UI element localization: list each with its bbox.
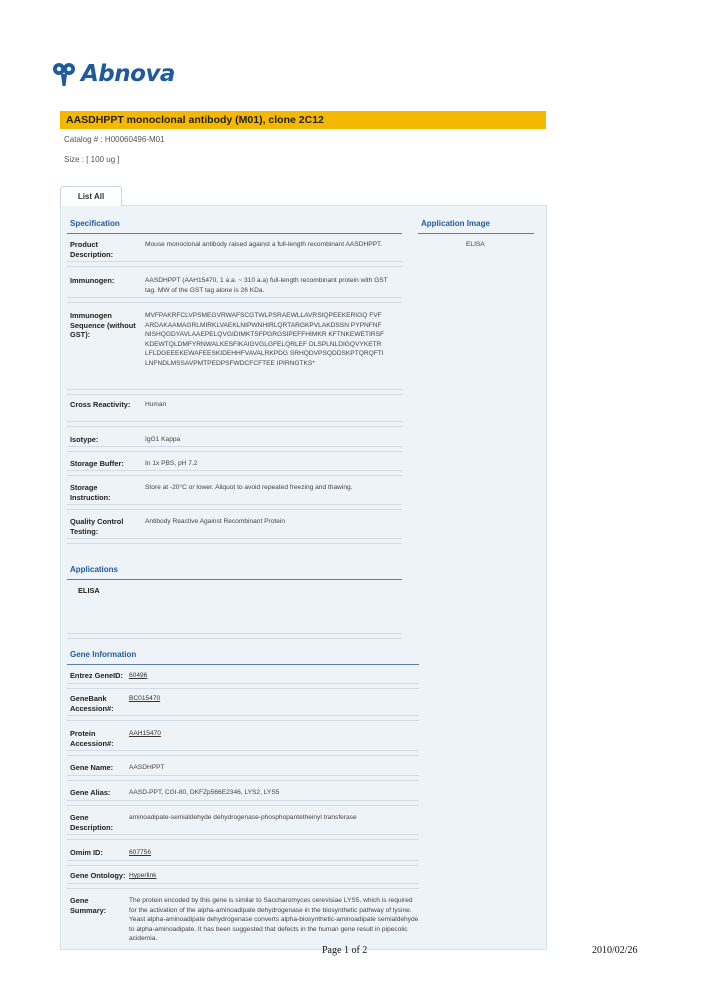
gene-label-entrez: Entrez GeneID:: [70, 671, 123, 680]
applications-divider: [67, 579, 402, 580]
spec-label-storage-buffer: Storage Buffer:: [70, 459, 124, 468]
separator: [67, 683, 419, 684]
specification-divider: [67, 233, 402, 234]
separator: [67, 775, 419, 776]
gene-label-description: Gene Description:: [70, 813, 114, 832]
separator: [67, 720, 419, 721]
separator: [67, 266, 402, 267]
spec-label-product-description: Product Description:: [70, 240, 114, 259]
tab-list-all[interactable]: List All: [60, 186, 122, 206]
application-item-elisa: ELISA: [78, 586, 100, 595]
separator: [67, 638, 402, 639]
gene-label-name: Gene Name:: [70, 763, 114, 772]
gene-link-omim[interactable]: 607756: [129, 849, 152, 856]
separator: [67, 780, 419, 781]
separator: [67, 475, 402, 476]
gene-value-alias: AASD-PPT, CGI-80, DKFZp566E2346, LYS2, LYS5: [129, 789, 280, 796]
separator: [67, 805, 419, 806]
spec-value-product-description: Mouse monoclonal antibody raised against a full-length recombinant AASDHPPT.: [145, 241, 383, 248]
product-size: Size : [ 100 ug ]: [64, 155, 120, 164]
separator: [67, 834, 419, 835]
separator: [67, 261, 402, 262]
separator: [67, 839, 419, 840]
spec-label-immunogen-sequence: Immunogen Sequence (without GST):: [70, 311, 136, 339]
separator: [67, 688, 419, 689]
brand-logo: [50, 58, 175, 90]
specification-heading: Specification: [70, 219, 120, 228]
spec-label-isotype: Isotype:: [70, 435, 99, 444]
gene-label-summary: Gene Summary:: [70, 896, 107, 915]
spec-value-storage-buffer: In 1x PBS, pH 7.2: [145, 460, 198, 467]
application-image-heading: Application Image: [421, 219, 490, 228]
separator: [67, 446, 402, 447]
separator: [67, 451, 402, 452]
abnova-logo-icon: [50, 60, 78, 88]
print-date: 2010/02/26: [592, 945, 638, 956]
separator: [67, 883, 419, 884]
gene-link-genebank[interactable]: BC015470: [129, 695, 161, 702]
gene-label-alias: Gene Alias:: [70, 788, 111, 797]
separator: [67, 633, 402, 634]
separator: [67, 750, 419, 751]
separator: [67, 715, 419, 716]
separator: [67, 394, 402, 395]
product-title: AASDHPPT monoclonal antibody (M01), clone 2C12: [66, 114, 324, 126]
application-image-label: ELISA: [466, 241, 485, 248]
gene-link-ontology[interactable]: Hyperlink: [129, 872, 157, 879]
spec-label-storage-instruction: Storage Instruction:: [70, 483, 111, 502]
separator: [67, 800, 419, 801]
gene-value-summary: The protein encoded by this gene is similar to Saccharomyces cerevisiae LYS5, which is required for the activation of the alpha-aminoadipate dehydrogenase in the biosynthetic pathway of lysine. Yeast alpha-aminoadipate dehydrogenase converts alpha-biosynthetic-aminoadipate semialdehyde to alpha-aminoadipate. It has been suggested that defects in the human gene result in pipecolic acidemia.: [129, 897, 419, 942]
gene-label-protein-accession: Protein Accession#:: [70, 729, 114, 748]
gene-information-heading: Gene Information: [70, 650, 137, 659]
applications-heading: Applications: [70, 565, 119, 574]
spec-value-immunogen-sequence: MVFPAKRFCLVPSMEGVRWAFSCGTWLPSRAEWLLAVRSIQPEEKERIGQ FVFARDAKAAMAGRLMIRKLVAEKLNIPWNHIRLQRTARGKPVLAKDSSN PYPNFNFNISHQGDYAVLAAEPELQVGIDIMKTSFPGRGSIPEFFHIMKR KFTNKEWETIRSFKDEWTQLDMFYRNWALKESFIKAIGVGLGFELQRLEF DLSPLNLDIGQVYKETRLFLDGEEEKEWAFEESKIDEHHFVAVALRKPDG SRHQDVPSQDDSKPTQRQFTILNFNDLMSSAVPMTPEDPSFWDCFCFTEE IPIRNGTKS*: [145, 312, 384, 367]
separator: [67, 470, 402, 471]
spec-value-storage-instruction: Store at -20°C or lower. Aliquot to avoid repeated freezing and thawing.: [145, 484, 353, 491]
brand-name: Abnova: [81, 61, 175, 87]
separator: [67, 389, 402, 390]
separator: [67, 543, 402, 544]
spec-label-quality-control: Quality Control Testing:: [70, 517, 124, 536]
spec-value-isotype: IgG1 Kappa: [145, 436, 181, 443]
separator: [67, 860, 419, 861]
gene-label-ontology: Gene Ontology:: [70, 871, 126, 880]
separator: [67, 509, 402, 510]
product-title-bar: [60, 111, 546, 129]
separator: [67, 297, 402, 298]
gene-label-genebank: GeneBank Accession#:: [70, 694, 114, 713]
separator: [67, 302, 402, 303]
separator: [67, 865, 419, 866]
separator: [67, 888, 419, 889]
gene-value-description: aminoadipate-semialdehyde dehydrogenase-phosphopantetheinyl transferase: [129, 814, 357, 821]
catalog-number: Catalog # : H00060496-M01: [64, 135, 165, 144]
gene-link-entrez[interactable]: 60496: [129, 672, 148, 679]
gene-value-name: AASDHPPT: [129, 764, 165, 771]
separator: [67, 538, 402, 539]
gene-link-protein-accession[interactable]: AAH15470: [129, 730, 161, 737]
separator: [67, 504, 402, 505]
separator: [67, 755, 419, 756]
spec-value-immunogen: AASDHPPT (AAH15470, 1 a.a. ~ 310 a.a) full-length recombinant protein with GST tag. MW of the GST tag alone is 26 KDa.: [145, 277, 388, 294]
gene-information-divider: [67, 664, 419, 665]
spec-value-quality-control: Antibody Reactive Against Recombinant Protein: [145, 518, 286, 525]
separator: [67, 426, 402, 427]
gene-label-omim: Omim ID:: [70, 848, 103, 857]
application-image-divider: [418, 233, 534, 234]
spec-label-immunogen: Immunogen:: [70, 276, 115, 285]
spec-label-cross-reactivity: Cross Reactivity:: [70, 400, 131, 409]
spec-value-cross-reactivity: Human: [145, 401, 167, 408]
separator: [67, 421, 402, 422]
page-number: Page 1 of 2: [322, 945, 368, 956]
